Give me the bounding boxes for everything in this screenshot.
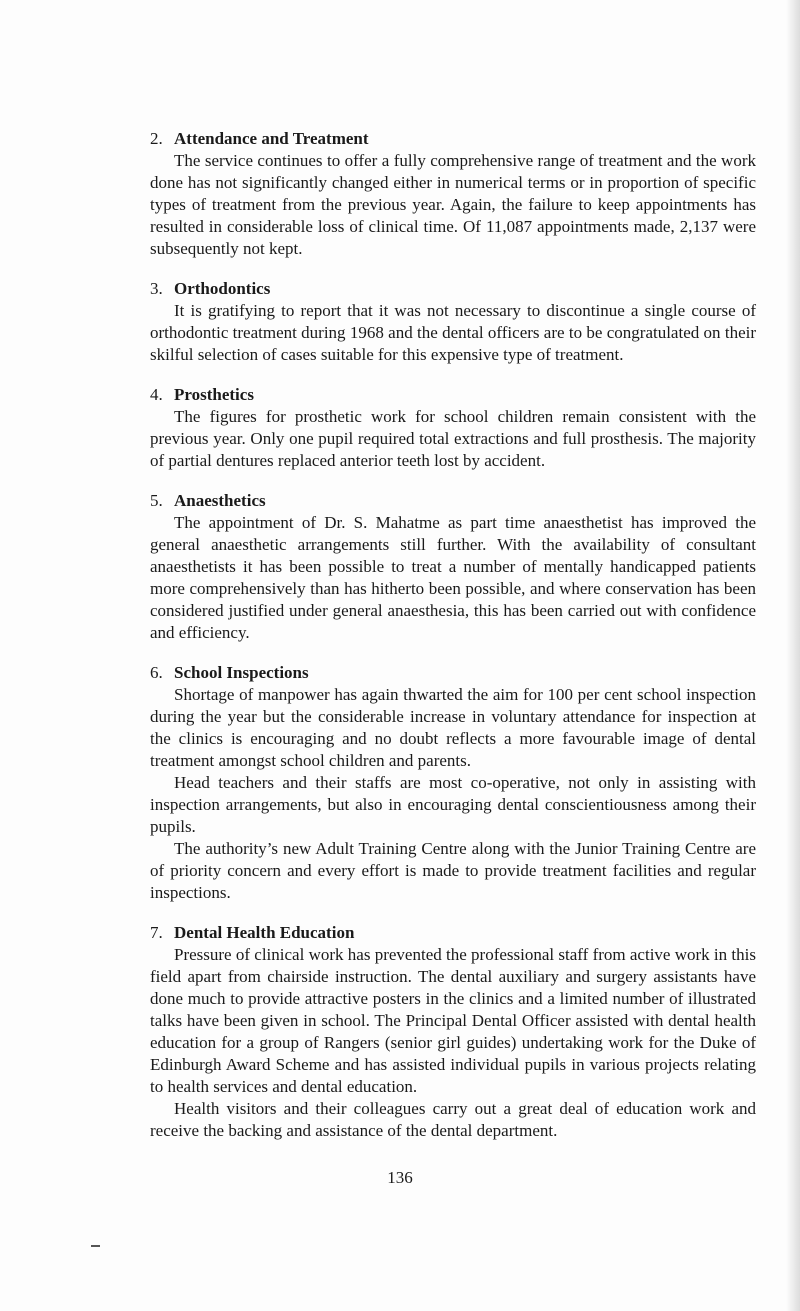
scan-mark: [91, 1245, 100, 1247]
section-paragraph: The authority’s new Adult Training Centre along with the Junior Training Centre are of priority concern and every effort is made to provide treatment facilities and regular inspections.: [150, 839, 756, 902]
page-edge-shadow: [786, 0, 800, 1311]
section-heading: [150, 662, 756, 684]
section-title: Orthodontics: [174, 279, 271, 298]
section-number: 2.: [150, 129, 163, 148]
section-heading: [150, 384, 756, 406]
section-paragraph: Pressure of clinical work has prevented the professional staff from active work in this field apart from chairside instruction. The dental auxiliary and surgery assistants have done much to provide attractive posters in the clinics and a limited number of illustrated talks have been given in school. The Principal Dental Officer assisted with dental health education for a group of Rangers (senior girl guides) undertaking work for the Duke of Edinburgh Award Scheme and has assisted individual pupils in various projects relating to health services and dental education.: [150, 945, 756, 1096]
section-heading: [150, 278, 756, 300]
section-title: Dental Health Education: [174, 923, 355, 942]
section-anaesthetics: [150, 490, 756, 644]
section-attendance-treatment: [150, 128, 756, 260]
section-paragraph: Head teachers and their staffs are most co-operative, not only in assisting with inspection arrangements, but also in encouraging dental conscientiousness among their pupils.: [150, 773, 756, 836]
section-heading: [150, 490, 756, 512]
section-heading: [150, 128, 756, 150]
section-orthodontics: [150, 278, 756, 366]
section-paragraph: It is gratifying to report that it was not necessary to discontinue a single course of orthodontic treatment during 1968 and the dental officers are to be congratulated on their skilful selection of cases suitable for this expensive type of treatment.: [150, 301, 756, 364]
page-number: 136: [387, 1168, 413, 1187]
section-school-inspections: [150, 662, 756, 904]
section-heading: [150, 922, 756, 944]
section-title: Attendance and Treatment: [174, 129, 369, 148]
section-number: 6.: [150, 663, 163, 682]
section-paragraph: The figures for prosthetic work for school children remain consistent with the previous year. Only one pupil required total extractions and full prosthesis. The majority of partial dentures replaced anterior teeth lost by accident.: [150, 407, 756, 470]
report-body: [150, 128, 756, 1160]
section-paragraph: Shortage of manpower has again thwarted the aim for 100 per cent school inspection during the year but the considerable increase in voluntary attendance for inspection at the clinics is encouraging and no doubt reflects a more favourable image of dental treatment amongst school children and parents.: [150, 685, 756, 770]
section-number: 7.: [150, 923, 163, 942]
section-dental-health-education: [150, 922, 756, 1142]
section-paragraph: Health visitors and their colleagues carry out a great deal of education work and receive the backing and assistance of the dental department.: [150, 1099, 756, 1140]
section-number: 4.: [150, 385, 163, 404]
section-paragraph: The appointment of Dr. S. Mahatme as part time anaesthetist has improved the general anaesthetic arrangements still further. With the availability of consultant anaesthetists it has been possible to treat a number of mentally handicapped patients more comprehensively than has hitherto been possible, and where conservation has been considered justified under general anaesthesia, this has been carried out with confidence and efficiency.: [150, 513, 756, 642]
section-number: 3.: [150, 279, 163, 298]
section-title: School Inspections: [174, 663, 309, 682]
section-title: Anaesthetics: [174, 491, 266, 510]
section-paragraph: The service continues to offer a fully comprehensive range of treatment and the work done has not significantly changed either in numerical terms or in proportion of specific types of treatment from the previous year. Again, the failure to keep appointments has resulted in considerable loss of clinical time. Of 11,087 appointments made, 2,137 were subsequently not kept.: [150, 151, 756, 258]
section-title: Prosthetics: [174, 385, 254, 404]
section-number: 5.: [150, 491, 163, 510]
section-prosthetics: [150, 384, 756, 472]
